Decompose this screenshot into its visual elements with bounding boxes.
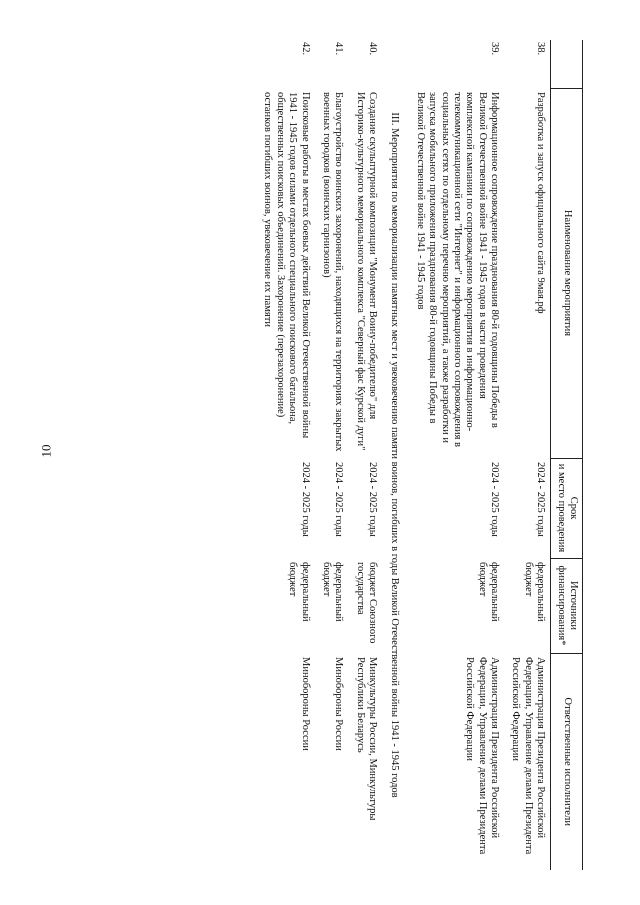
row-number: 42. [299, 42, 311, 56]
responsible: Администрация Президента Российской Федерации, Управление делами Президента Российской Федерации [464, 657, 501, 855]
responsible: Минобороны России [333, 657, 345, 751]
header-event-name: Наименование мероприятия [551, 88, 583, 458]
event-term: 2024 - 2025 годы [489, 462, 501, 537]
event-term: 2024 - 2025 годы [535, 462, 547, 537]
event-name: Разработка и запуск официального сайта 9мая.рф [535, 92, 547, 314]
responsible: Минобороны России [299, 657, 311, 751]
table-header-row [551, 40, 583, 870]
header-number [551, 40, 583, 88]
row-number: 38. [535, 42, 547, 56]
table-row [256, 40, 315, 870]
header-responsible: Ответственные исполнители [551, 653, 583, 870]
funding-source: федеральный бюджет [321, 562, 345, 622]
section-row [382, 40, 408, 870]
funding-source: бюджет Союзного государства [354, 562, 379, 644]
table-row [504, 40, 551, 870]
funding-source: федеральный бюджет [476, 562, 501, 622]
table-row [315, 40, 349, 870]
rotated-page-content [78, 40, 583, 870]
event-name: Создание скульптурной композиции "Монумент Воину-победителю" для Историко-культурного мемориального комплекса "Северный фас Курской дуги" [354, 92, 379, 451]
row-number: 41. [333, 42, 345, 56]
event-term: 2024 - 2025 годы [299, 462, 311, 537]
row-number: 39. [489, 42, 501, 56]
section-title: III. Мероприятия по мемориализации памятных мест и увековечению памяти воинов, погибших в годы Великой Отечественной войны 1941 - 1945 годов [389, 112, 401, 798]
responsible: Администрация Президента Российской Федерации, Управление делами Президента Российской Федерации [510, 657, 547, 855]
event-term: 2024 - 2025 годы [367, 462, 379, 537]
table-row [409, 40, 505, 870]
event-name: Поисковые работы в местах боевых действий Великой Отечественной войны 1941 - 1945 годов силами отдельного специального поискового батальона, общественных поисковых объединений. Захоронение (перезахоронение) останков погибших воинов, увековечение их памяти [262, 92, 311, 439]
row-number: 40. [367, 42, 379, 56]
event-term: 2024 - 2025 годы [333, 462, 345, 537]
responsible: Минкультуры России, Минкультуры Республики Беларусь [354, 657, 379, 821]
page-number: 10 [38, 444, 54, 458]
funding-source: федеральный бюджет [522, 562, 547, 622]
header-funding-source: Источники финансирования* [551, 558, 583, 653]
table-row [348, 40, 382, 870]
event-name: Благоустройство воинских захоронений, находящихся на территориях закрытых военных городков (воинских гарнизонов) [321, 92, 345, 452]
event-name: Информационное сопровождение празднования 80-й годовщины Победы в Великой Отечественной войне 1941 - 1945 годов в части проведения комплексной кампании по сопровождению мероприятия в информационно-телекоммуникационной сети "Интернет" и информационного сопровождения в социальных сетях по отдельному перечню мероприятий, а также разработки и запуска мобильного приложения празднования 80-й годовщины Победы в Великой Отечественной войне 1941 - 1945 годов [414, 92, 501, 447]
events-table [256, 40, 583, 870]
funding-source: федеральный бюджет [287, 562, 311, 622]
header-term: Срок и место проведения [551, 458, 583, 558]
